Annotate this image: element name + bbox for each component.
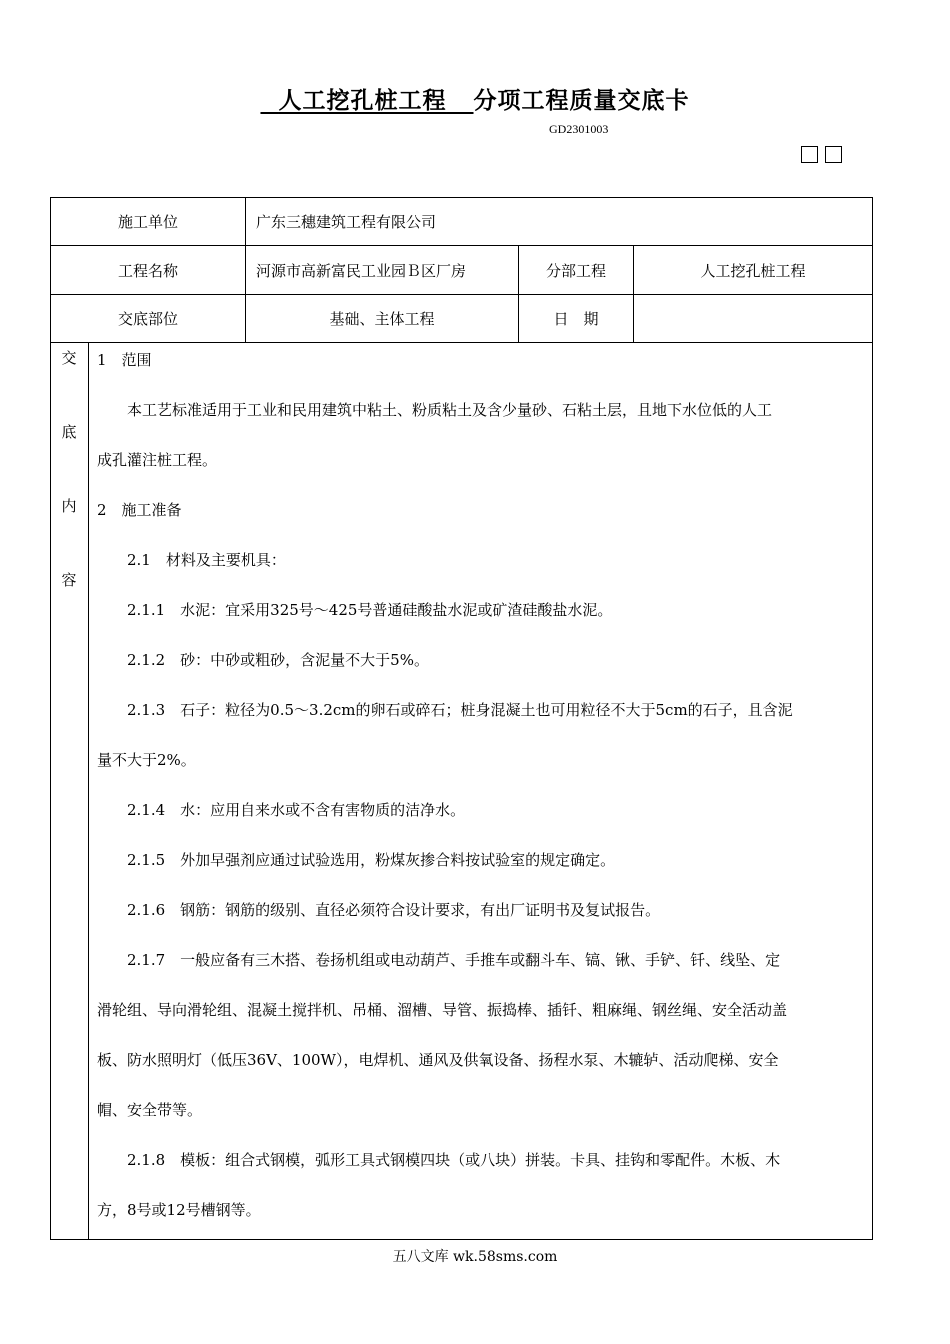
content-line: 成孔灌注桩工程。	[97, 451, 218, 469]
handover-part-label: 交底部位	[117, 310, 178, 328]
checkbox-group	[801, 146, 842, 163]
checkbox-2[interactable]	[825, 146, 842, 163]
side-label-char: 交	[61, 349, 77, 367]
content-line: 2.1.5 外加早强剂应通过试验选用，粉煤灰掺合料按试验室的规定确定。	[97, 851, 616, 869]
content-col-divider	[88, 342, 89, 1240]
checkbox-1[interactable]	[801, 146, 818, 163]
content-line: 2.1.3 石子：粒径为0.5～3.2cm的卵石或碎石；桩身混凝土也可用粒径不大于5cm的石子，且含泥	[97, 701, 793, 719]
content-line: 本工艺标准适用于工业和民用建筑中粘土、粉质粘土及含少量砂、石粘土层，且地下水位低的人工	[97, 401, 773, 419]
date-value	[634, 295, 872, 342]
construction-unit-label: 施工单位	[117, 213, 178, 231]
side-label-char: 容	[61, 571, 77, 589]
page-title	[0, 82, 950, 115]
content-line: 2 施工准备	[97, 501, 182, 519]
handover-content	[97, 346, 867, 1246]
title-project-name: 人工挖孔桩工程	[278, 87, 447, 114]
content-line: 2.1.1 水泥：宜采用325号～425号普通硅酸盐水泥或矿渣硅酸盐水泥。	[97, 601, 613, 619]
side-label-char: 内	[61, 497, 77, 515]
content-line: 量不大于2%。	[97, 751, 196, 769]
footer-watermark: 五八文库 wk.58sms.com	[392, 1249, 558, 1265]
content-line: 2.1.4 水：应用自来水或不含有害物质的洁净水。	[97, 801, 466, 819]
content-line: 2.1.8 模板：组合式钢模，弧形工具式钢模四块（或八块）拼装。卡具、挂钩和零配件。木板、木	[97, 1151, 781, 1169]
content-line: 帽、安全带等。	[97, 1101, 203, 1119]
content-line: 2.1.7 一般应备有三木搭、卷扬机组或电动葫芦、手推车或翻斗车、镐、锹、手铲、钎、线坠、定	[97, 951, 781, 969]
date-label: 日 期	[553, 310, 599, 328]
content-line: 2.1 材料及主要机具：	[97, 551, 286, 569]
content-line: 1 范围	[97, 351, 152, 369]
project-name-value: 河源市高新富民工业园Ｂ区厂房	[256, 261, 467, 280]
content-line: 滑轮组、导向滑轮组、混凝土搅拌机、吊桶、溜槽、导管、振捣棒、插钎、粗麻绳、钢丝绳、安全活动盖	[97, 1001, 788, 1019]
row-divider-3	[50, 342, 873, 343]
construction-unit-value: 广东三穗建筑工程有限公司	[256, 213, 437, 231]
project-name-label: 工程名称	[117, 261, 178, 280]
content-line: 方，8号或12号槽钢等。	[97, 1201, 261, 1219]
doc-code: GD2301003	[549, 122, 609, 136]
sub-project-value: 人工挖孔桩工程	[700, 261, 806, 280]
title-suffix: 分项工程质量交底卡	[473, 87, 690, 114]
sub-project-label: 分部工程	[545, 261, 606, 280]
content-line: 2.1.6 钢筋：钢筋的级别、直径必须符合设计要求，有出厂证明书及复试报告。	[97, 901, 661, 919]
side-label-char: 底	[61, 423, 77, 441]
handover-part-value: 基础、主体工程	[329, 310, 435, 328]
content-line: 板、防水照明灯（低压36V、100W），电焊机、通风及供氧设备、扬程水泵、木辘轳、活动爬梯、安全	[97, 1051, 779, 1069]
content-line: 2.1.2 砂：中砂或粗砂，含泥量不大于5%。	[97, 651, 429, 669]
